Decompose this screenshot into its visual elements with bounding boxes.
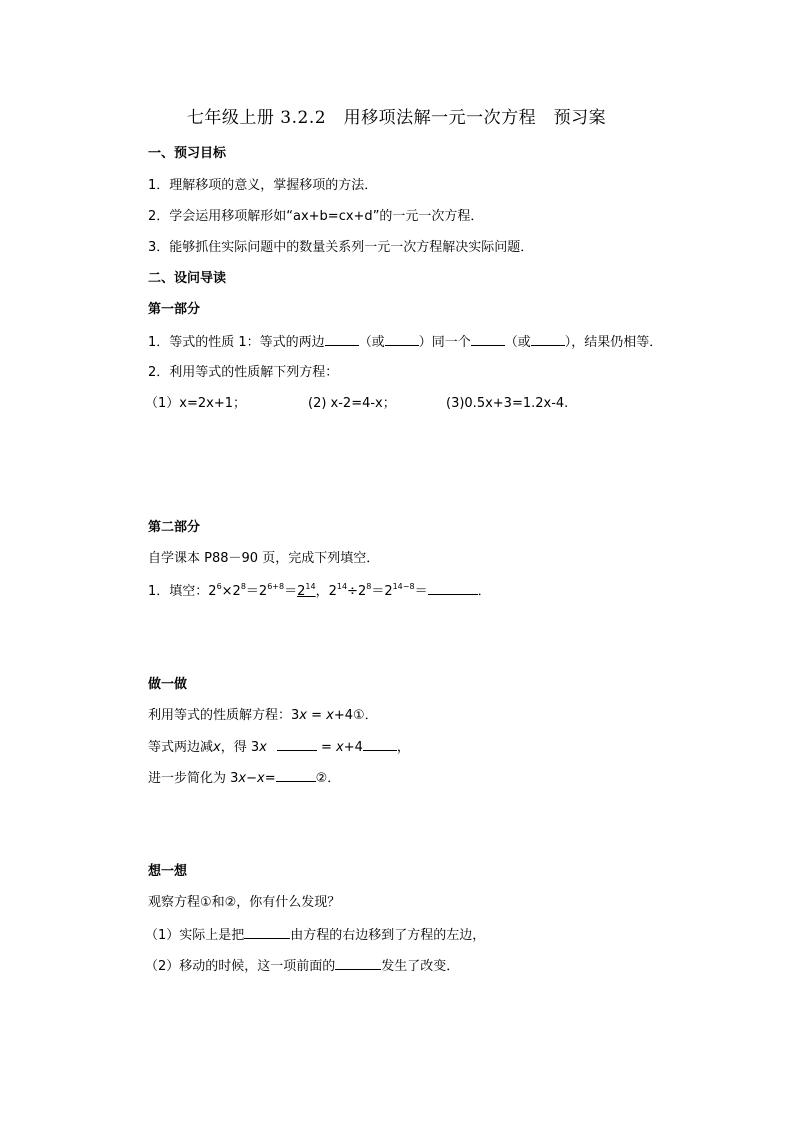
variable-x: x [326, 708, 334, 723]
doit-text: ， [396, 740, 410, 755]
example-answer [297, 584, 315, 599]
doit-text: +4 [343, 740, 363, 755]
think-text: （2）移动的时候，这一项前面的 [145, 959, 336, 974]
fill-prefix: 1．填空： [148, 584, 209, 599]
fill-blank-1[interactable] [325, 333, 359, 346]
variable-x: x [238, 771, 247, 786]
part2-intro: 自学课本 P88－90 页，完成下列填空． [148, 551, 380, 566]
doit-line-1 [148, 707, 378, 725]
variable-x: x [259, 740, 267, 755]
power-exponent: 8 [240, 582, 246, 591]
power-base: 2 [297, 584, 306, 599]
section-heading-goals: 一、预习目标 [148, 146, 227, 161]
fill-blank-simplified[interactable] [276, 769, 316, 782]
equation-1: （1）x=2x+1； [145, 396, 246, 411]
fill-blank-term[interactable] [244, 926, 290, 939]
part1-question-1 [148, 333, 662, 352]
equals-sign: ＝ [284, 584, 298, 599]
power-exponent: 14−8 [392, 582, 415, 591]
variable-x: x [257, 771, 265, 786]
doit-heading: 做一做 [148, 677, 188, 692]
q1-text-2: （或 [358, 335, 385, 350]
q1-text-3: ）同一个 [418, 335, 471, 350]
equals-sign: ＝ [414, 584, 428, 599]
fill-blank-3[interactable] [471, 333, 505, 346]
q1-text-4: （或 [504, 335, 531, 350]
page-title: 七年级上册 3.2.2 用移项法解一元一次方程 预习案 [186, 108, 607, 128]
think-question-2 [145, 957, 459, 976]
power-exponent: 14 [305, 582, 316, 591]
equation-3: (3)0.5x+3=1.2x-4. [446, 396, 569, 411]
doit-text: +4①． [333, 708, 378, 723]
power-exponent: 14 [336, 582, 348, 591]
fill-blank-4[interactable] [531, 333, 565, 346]
power-base: 2 [208, 584, 217, 599]
think-intro: 观察方程①和②，你有什么发现？ [148, 895, 341, 910]
part2-fill-line [148, 582, 491, 601]
equation-2: (2) x-2=4-x； [308, 396, 396, 411]
power-exponent: 6+8 [267, 582, 285, 591]
power-base: ，2 [315, 584, 337, 599]
think-question-1 [145, 926, 485, 945]
period: ． [477, 584, 491, 599]
doit-text: 进一步简化为 3 [148, 771, 239, 786]
q1-text-1: 1．等式的性质 1：等式的两边 [148, 335, 325, 350]
fill-blank-power[interactable] [428, 582, 478, 595]
variable-x: x [213, 740, 221, 755]
doit-text: = [264, 771, 276, 786]
doit-text: ②． [315, 771, 341, 786]
think-text: （1）实际上是把 [145, 928, 245, 943]
power-base: ＝2 [245, 584, 268, 599]
power-base: ×2 [221, 584, 241, 599]
doit-text: 等式两边减 [148, 740, 214, 755]
power-exponent: 6 [216, 582, 222, 591]
part2-heading: 第二部分 [148, 520, 201, 535]
doit-line-2 [148, 738, 410, 757]
power-base: ÷2 [347, 584, 367, 599]
think-text: 发生了改变． [381, 959, 460, 974]
think-heading: 想一想 [148, 864, 188, 879]
think-text: 由方程的右边移到了方程的左边， [290, 928, 486, 943]
variable-x: x [299, 708, 307, 723]
goal-item-1: 1．理解移项的意义，掌握移项的方法． [148, 178, 378, 193]
doit-text: ，得 3 [220, 740, 260, 755]
part1-heading: 第一部分 [148, 302, 201, 317]
fill-blank-right[interactable] [363, 738, 397, 751]
doit-text: 利用等式的性质解方程：3 [148, 708, 300, 723]
section-heading-guide: 二、设问导读 [148, 271, 227, 286]
q1-text-5: ），结果仍相等． [564, 335, 663, 350]
variable-x: x [336, 740, 344, 755]
power-exponent: 8 [366, 582, 372, 591]
doit-line-3 [148, 769, 340, 788]
fill-blank-left[interactable] [277, 738, 317, 751]
goal-item-3: 3．能够抓住实际问题中的数量关系列一元一次方程解决实际问题． [148, 240, 534, 255]
doit-text: = [306, 708, 327, 723]
power-base: ＝2 [371, 584, 393, 599]
doit-text: − [246, 771, 258, 786]
fill-blank-sign[interactable] [335, 957, 381, 970]
goal-item-2: 2．学会运用移项解形如“ax+b=cx+d”的一元一次方程． [148, 209, 484, 224]
doit-text: = [316, 740, 336, 755]
fill-blank-2[interactable] [385, 333, 419, 346]
part1-question-2: 2．利用等式的性质解下列方程： [148, 365, 339, 380]
equation-row [145, 395, 568, 413]
